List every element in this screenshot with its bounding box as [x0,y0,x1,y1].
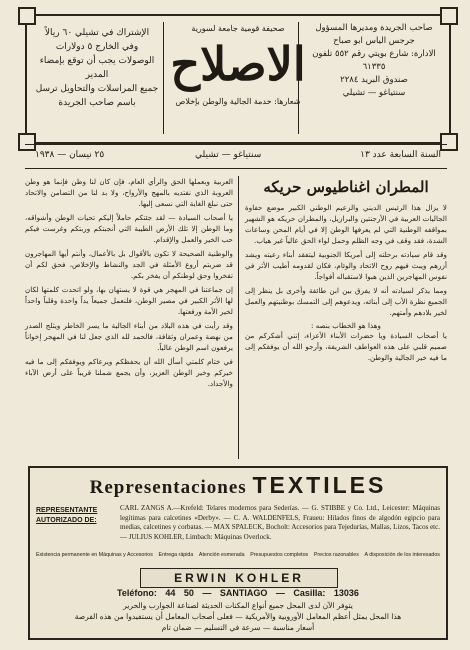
article-paragraph: وقد قام سيادته برحلته إلى أمريكا الجنوبية ليتفقد أبناء رعيته ويشد أزرهم ويبث فيهم روح الاتحاد والوئام، فكان لقدومه أطيب الأثر في نفوس المهاجرين الذين هبوا لاستقباله أفواجاً. [245,250,447,281]
masthead-divider [163,22,164,134]
ad-contact: Teléfono: 44 50 — SANTIAGO — Casilla: 13036 [117,588,359,598]
issue-number: السنة السابعة عدد ١٣ [360,150,441,160]
ad-arabic-line: هذا المحل يمثل أعظم المعامل الأوروبية والأمريكية — فعلى أصحاب المعامل أن يستفيدوا من هذه الفرصة [74,612,402,621]
publisher-info [305,22,443,100]
speech-paragraph: إن جماعتنا في المهجر هي قوة لا يستهان بها، ولو اتحدت كلمتها لكان لها الأثر الكبير في مصير الوطن، فلنعمل جميعاً يداً واحدة وقلباً واحداً لخير الأمة ورفعتها. [25,285,233,316]
newspaper-title: الاصلاح [170,37,306,91]
article-paragraph: ومما يذكر لسيادته أنه لا يفرق بين ابن طائفة وأخرى بل ينظر إلى الجميع نظرة الأب إلى أبنائه، ويدعوهم إلى التمسك بوطنيتهم والعمل لخير بلادهم وأمتهم. [245,286,447,317]
ad-arabic-line: يتوفر الآن لدى المحل جميع أنواع المكنات الحديثة لصناعة الجوارب والحرير [123,601,353,610]
speech-intro: وهذا هو الخطاب بنصه : [310,321,382,330]
article-paragraph: يا أصحاب السيادة ويا حضرات الأبناء الأعزاء، إنني أشكركم من صميم قلبي على هذه العواطف الشريفة، وأرجو الله أن يوفقكم إلى ما فيه خير الجالية والوطن. [245,331,447,362]
issue-date: ٢٥ نيسان — ١٩٣٨ [35,150,105,160]
article-paragraph: لا يزال هذا الرئيس الديني والزعيم الوطني الكبير موضع حفاوة الجاليات العربية في الأرجنتين والبرازيل، والمطران حريكه هو الشهير بمواقفه الوطنية التي لم يعرفها الوطن إلا في أيام المحن وساعات الشدة، فقد وقف في وجه الظلم وحمل لواء الحق عالياً غير هياب. [245,203,447,245]
ad-services [36,552,440,559]
speech-paragraph: العربية وبعملها الحق والرأي العام، فإن كان لنا وطن فإنما هو وطن العروبة الذي نفتديه بالمهج والأرواح، ولا بد لنا من التضامن والاتحاد حتى نبلغ الغاية التي نسعى إليها. [25,177,233,208]
ad-representative-label [36,506,116,526]
rule [25,168,447,169]
date-strip [25,146,447,166]
speech-paragraph: في ختام كلمتي أسأل الله أن يحفظكم ويرعاكم ويوفقكم إلى ما فيه خيركم وخير الوطن العزيز، وأن يجمع شملنا قريباً على أرض الآباء والأجداد. [25,357,233,388]
rule [25,144,447,145]
newspaper-motto: شعارها: خدمة الجالية والوطن بإخلاص [175,97,301,106]
speech-paragraph: يا أصحاب السيادة — لقد جئتكم حاملاً إليكم تحيات الوطن وأشواقه، وما الوطن إلا تلك الأرض الطيبة التي أنجبتكم وربتكم وغرست فيكم حب الخير والعمل والإقدام. [25,213,233,244]
publisher-line: صاحب الجريدة ومديرها المسؤول [315,23,433,33]
corner-ornament [18,7,36,25]
main-article [245,176,447,366]
city-label: سنتياغو — تشيلي [195,150,262,160]
subscription-line: باسم صاحب الجريدة [58,98,136,108]
ad-title-part2: TEXTILES [252,472,387,498]
ad-advertiser-name: ERWIN KOHLER [140,568,338,588]
speech-column [25,176,233,392]
textile-advertisement [28,466,448,640]
subscription-info [33,26,161,110]
publisher-line: سنتياغو — تشيلي [342,88,406,98]
ad-service-item: Entrega rápida [158,552,194,558]
ad-service-item: Existencia permanente en Máquinas y Accesorios [36,552,153,558]
publisher-line: صندوق البريد ٢٢٨٤ [340,75,408,85]
ad-service-item: Precios razonables [313,552,359,558]
subscription-line: الإشتراك في تشيلي ٦٠ ريالاً [44,28,150,38]
speech-paragraph: والوطنية الصحيحة لا تكون بالأقوال بل بالأعمال، وأنتم أيها المهاجرون قد ضربتم أروع الأمثلة في الجد والنشاط والإخلاص، فحق لكم أن تفخروا وحق لوطنكم أن يفخر بكم. [25,249,233,280]
ad-rep-line: AUTORIZADO DE: [36,517,97,524]
ad-companies: CARL ZANGS A.—Krefeld: Telares modernos para Sederías. — G. STIBBE y Co. Ltd., Leicester: Máquinas legítimas para calcetines «Derby». — C. A. WALDENFELS, Fraueu: Hilados finos de algodón egipcio para medias, calcetines y corbatas. — MAX SPALECK, Bocholt: Accesorios para Tejedurías, Mallas, Lizos, Tacos etc. — JULIUS KOHLER, Limbach: Máquinas Overlock. [120,504,440,541]
column-divider [238,176,239,459]
ad-arabic-text [36,600,440,633]
masthead-title-block [167,20,309,138]
subscription-line: الوصولات يجب أن توقع بإمضاء المدير [39,56,155,80]
article-headline: المطران اغناطيوس حريكه [263,178,429,196]
speech-paragraph: وقد رأيت في هذه البلاد من أبناء الجالية ما يسر الخاطر ويثلج الصدر من نهضة وعمران وثقافة، فالحمد لله الذي جعل لنا في المهجر إخواناً يرفعون اسم الوطن عالياً. [25,321,233,352]
ad-title [30,472,446,499]
ad-service-item: Atención esmerada [198,552,245,558]
masthead [25,14,451,144]
publisher-line: الادارة: شارع بويتي رقم ٥٥٢ تلفون ٦١٣٣٥ [312,49,436,72]
subscription-line: جميع المراسلات والتحاويل ترسل [35,84,159,94]
ad-service-item: Presupuestos completos [250,552,309,558]
ad-arabic-line: أسعار مناسبة — سرعة في التسليم — ضمان تام [161,623,315,632]
publisher-line: جرجس الياس ابو صباح [333,36,415,46]
ad-title-part1: Representaciones [89,477,247,498]
newspaper-tagline: صحيفة قومية جامعة لسورية [191,24,285,33]
ad-service-item: A disposición de los interesados [364,552,440,558]
subscription-line: وفي الخارج ٥ دولارات [55,42,139,52]
ad-rep-line: REPRESENTANTE [36,507,98,514]
